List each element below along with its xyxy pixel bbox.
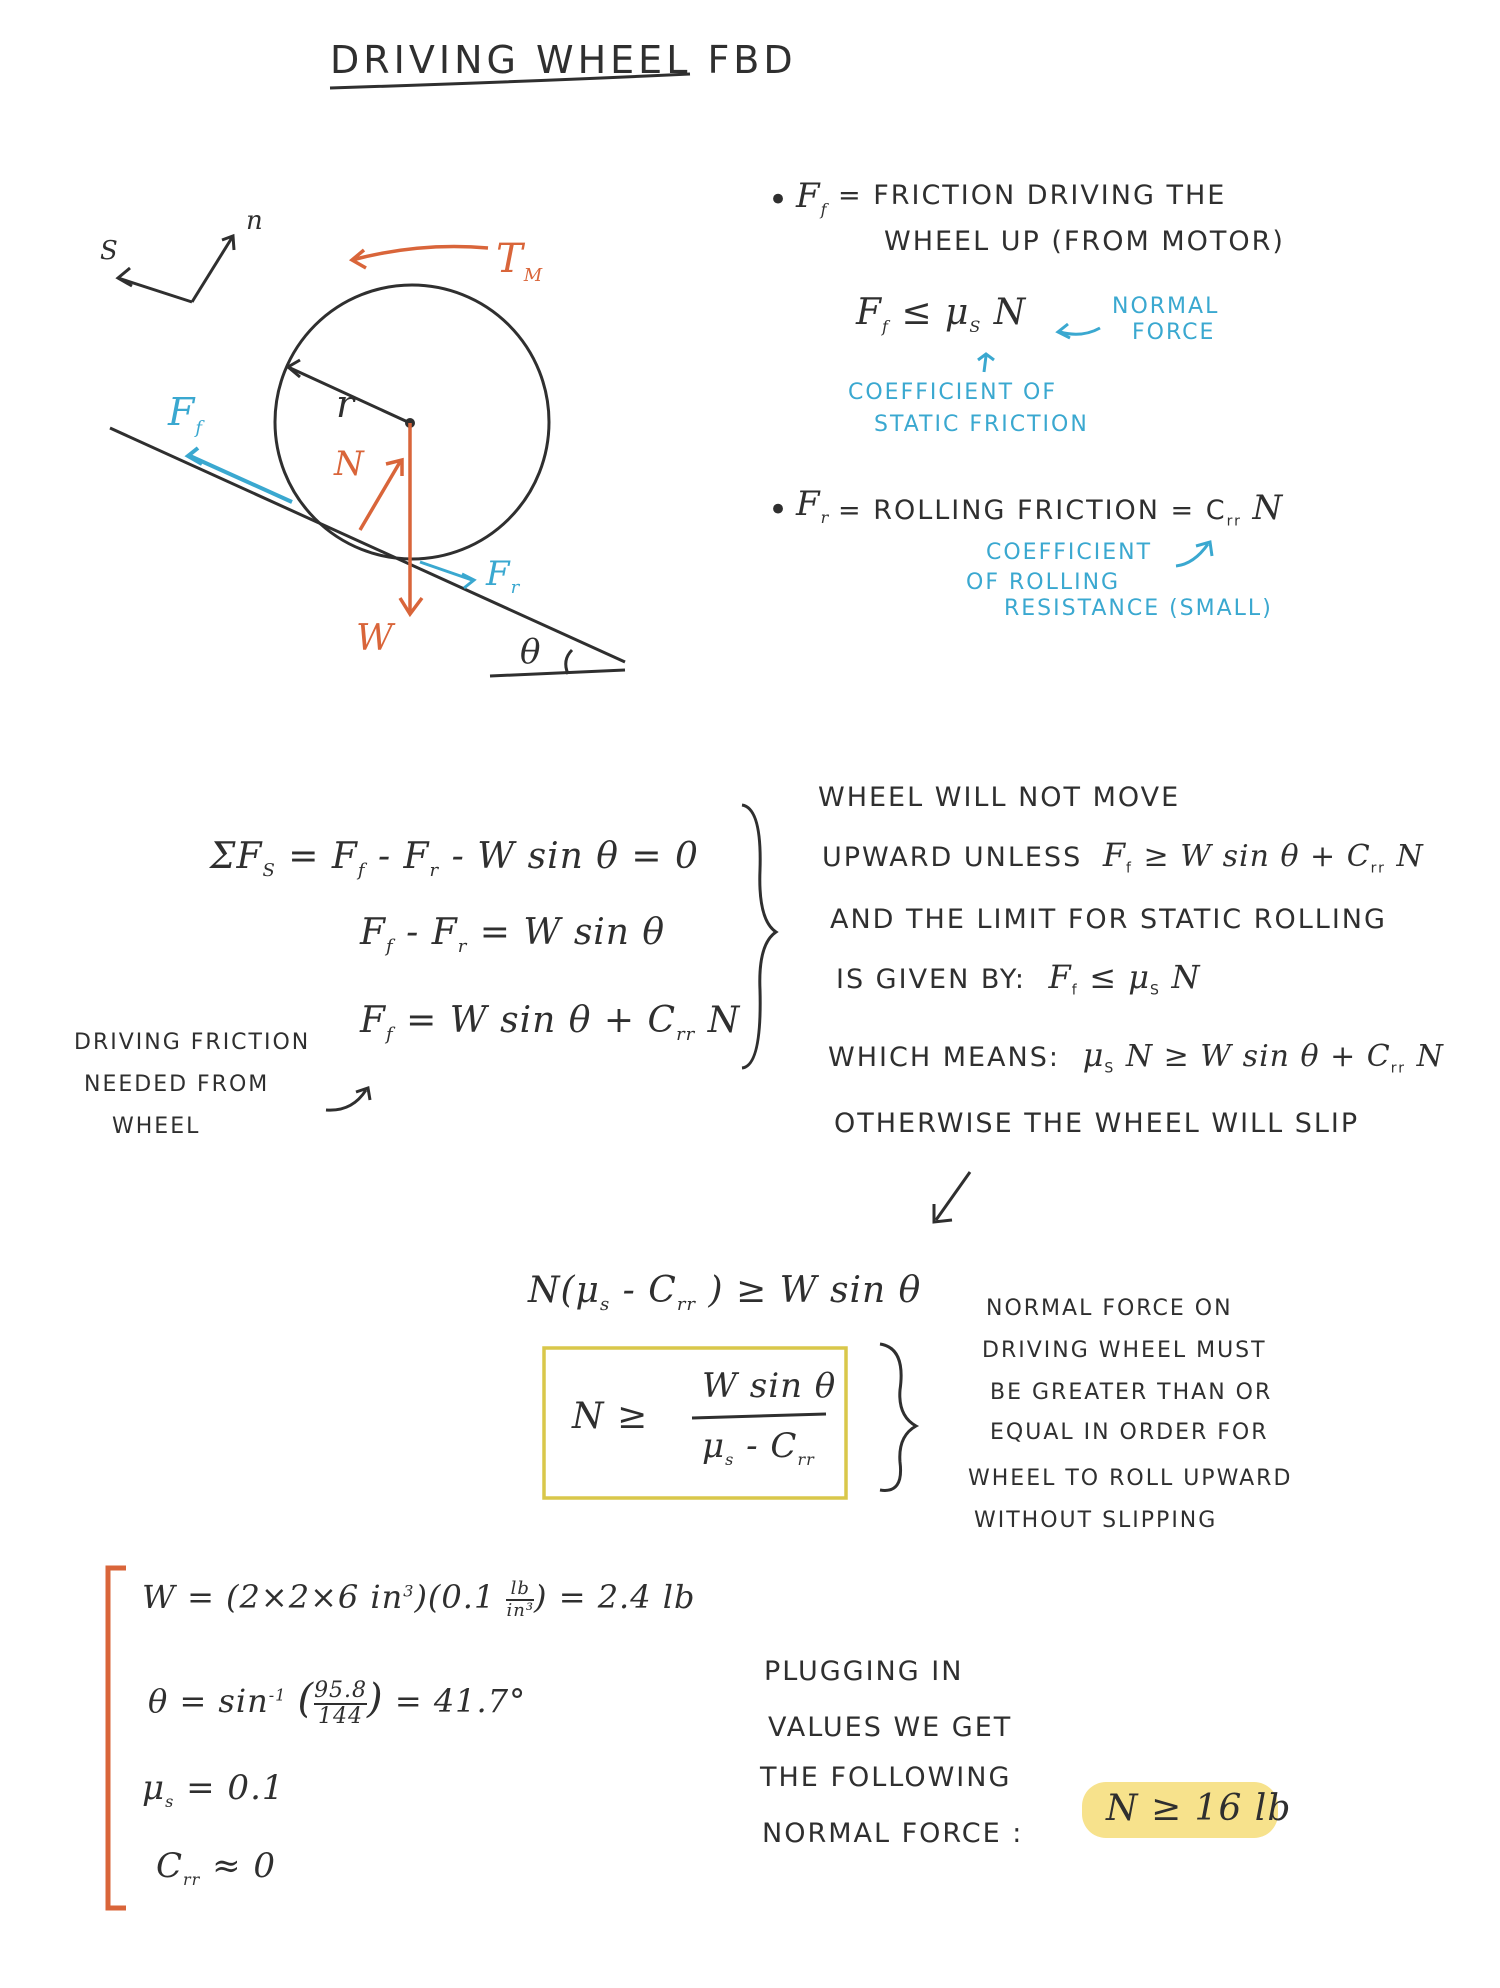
ff-definition-1: = FRICTION DRIVING THE <box>838 180 1227 211</box>
ff-symbol: $F_f$ <box>796 176 828 219</box>
coef-static-pointer <box>984 356 986 372</box>
normal-arrow <box>360 462 400 530</box>
coef-static-note-1: COEFFICIENT OF <box>848 380 1057 405</box>
coef-roll-note-2: OF ROLLING <box>966 570 1121 595</box>
box-note-3: BE GREATER THAN OR <box>990 1380 1273 1405</box>
axis-s-arrowhead <box>118 268 132 286</box>
angle-label: θ <box>520 632 542 672</box>
box-brace <box>880 1344 916 1490</box>
torque-label: $T_M$ <box>496 236 544 286</box>
coef-roll-note-3: RESISTANCE (SMALL) <box>1004 596 1273 621</box>
ff-definition-2: WHEEL UP (FROM MOTOR) <box>884 226 1285 257</box>
box-denominator: $\mu_s - C_{rr}$ <box>702 1426 815 1469</box>
bullet-ff: • <box>768 180 791 220</box>
result-value: N ≥ 16 lb <box>1106 1788 1292 1829</box>
ff-arrow <box>190 456 292 502</box>
equation-sum-forces: $\Sigma F_S = F_f - F_r - W$ sin θ = 0 <box>210 836 699 882</box>
plug-note-2: VALUES WE GET <box>768 1712 1013 1743</box>
axis-n-line <box>192 236 233 302</box>
axis-n-label: n <box>246 206 264 236</box>
weight-calculation: W = (2×2×6 $in^3)(0.1$ $\frac{lb}{\text{in³}}$ ) = 2.4 lb <box>142 1577 696 1621</box>
plug-note-3: THE FOLLOWING <box>760 1762 1012 1793</box>
fr-arrowhead <box>462 574 474 588</box>
explanation-line-1: WHEEL WILL NOT MOVE <box>818 782 1181 813</box>
fr-definition: = ROLLING FRICTION = $C_{rr}$ N <box>838 488 1284 530</box>
bullet-fr: • <box>768 490 791 530</box>
page-title: DRIVING WHEEL FBD <box>330 38 797 82</box>
explanation-line-6: OTHERWISE THE WHEEL WILL SLIP <box>834 1108 1360 1139</box>
ff-arrowhead <box>188 448 202 464</box>
normal-force-pointer <box>1060 328 1100 334</box>
box-numerator: W sin θ <box>702 1366 837 1406</box>
equation-driving-friction: $F_f = W$ $\sin \theta + C_{rr}$ N <box>360 1000 741 1046</box>
coef-static-note-2: STATIC FRICTION <box>874 412 1089 437</box>
driving-note-2: NEEDED FROM <box>84 1072 270 1097</box>
box-note-1: NORMAL FORCE ON <box>986 1296 1233 1321</box>
driving-note-1: DRIVING FRICTION <box>74 1030 311 1055</box>
angle-arc <box>566 650 572 674</box>
explanation-line-2: UPWARD UNLESS $F_f \ge W$ $\sin \theta + C_{rr}$ N <box>822 836 1424 877</box>
equations-brace <box>742 805 776 1068</box>
derivation-inequality: $N(\mu_s - C_{rr}$ ) ≥ W sin θ <box>528 1270 922 1316</box>
axis-s-label: S <box>100 236 119 266</box>
explanation-line-5: WHICH MEANS: $\mu_S$ N ≥ W $\sin \theta + C_{rr}$ N <box>828 1036 1444 1077</box>
plug-note-1: PLUGGING IN <box>764 1656 964 1687</box>
box-fraction-bar <box>692 1414 826 1418</box>
theta-calculation: $\theta = \sin^{-1}$ ( $\frac{95.8}{144}$ ) = 41.7° <box>148 1676 527 1729</box>
derivation-pointer <box>936 1172 970 1220</box>
normal-force-note-1: NORMAL <box>1112 294 1220 319</box>
radius-label: r <box>336 382 356 426</box>
ff-inequality: $F_f \le \mu_S$ N <box>856 292 1027 337</box>
crr-value: $C_{rr} \approx 0$ <box>156 1846 277 1889</box>
fr-symbol: $F_r$ <box>796 484 830 527</box>
fr-label: $F_r$ <box>486 554 521 598</box>
axis-s-line <box>118 278 192 302</box>
ground-line <box>490 670 625 676</box>
driving-note-3: WHEEL <box>112 1114 201 1139</box>
values-bracket <box>108 1568 126 1908</box>
box-note-5: WHEEL TO ROLL UPWARD <box>968 1466 1293 1491</box>
torque-arrow <box>352 247 488 261</box>
driving-friction-pointer <box>326 1090 366 1110</box>
box-note-2: DRIVING WHEEL MUST <box>982 1338 1267 1363</box>
box-note-4: EQUAL IN ORDER FOR <box>990 1420 1269 1445</box>
plug-note-4: NORMAL FORCE : <box>762 1818 1024 1849</box>
explanation-line-4: IS GIVEN BY: $F_f \le \mu_S$ N <box>836 958 1201 999</box>
explanation-line-3: AND THE LIMIT FOR STATIC ROLLING <box>830 904 1387 935</box>
normal-label: N <box>334 444 365 484</box>
coef-roll-note-1: COEFFICIENT <box>986 540 1153 565</box>
title-underline <box>330 74 690 88</box>
box-lhs: N ≥ <box>572 1396 649 1437</box>
box-note-6: WITHOUT SLIPPING <box>974 1508 1218 1533</box>
weight-label: W <box>356 618 395 659</box>
equation-balance: $F_f - F_r = W$ sin θ <box>360 912 666 958</box>
normal-force-note-2: FORCE <box>1132 320 1216 345</box>
coef-roll-pointer <box>1176 544 1208 566</box>
normal-force-pointer-head <box>1058 324 1070 338</box>
ff-label: $F_f$ <box>168 390 204 439</box>
mu-value: $\mu_s = 0.1$ <box>142 1768 285 1811</box>
